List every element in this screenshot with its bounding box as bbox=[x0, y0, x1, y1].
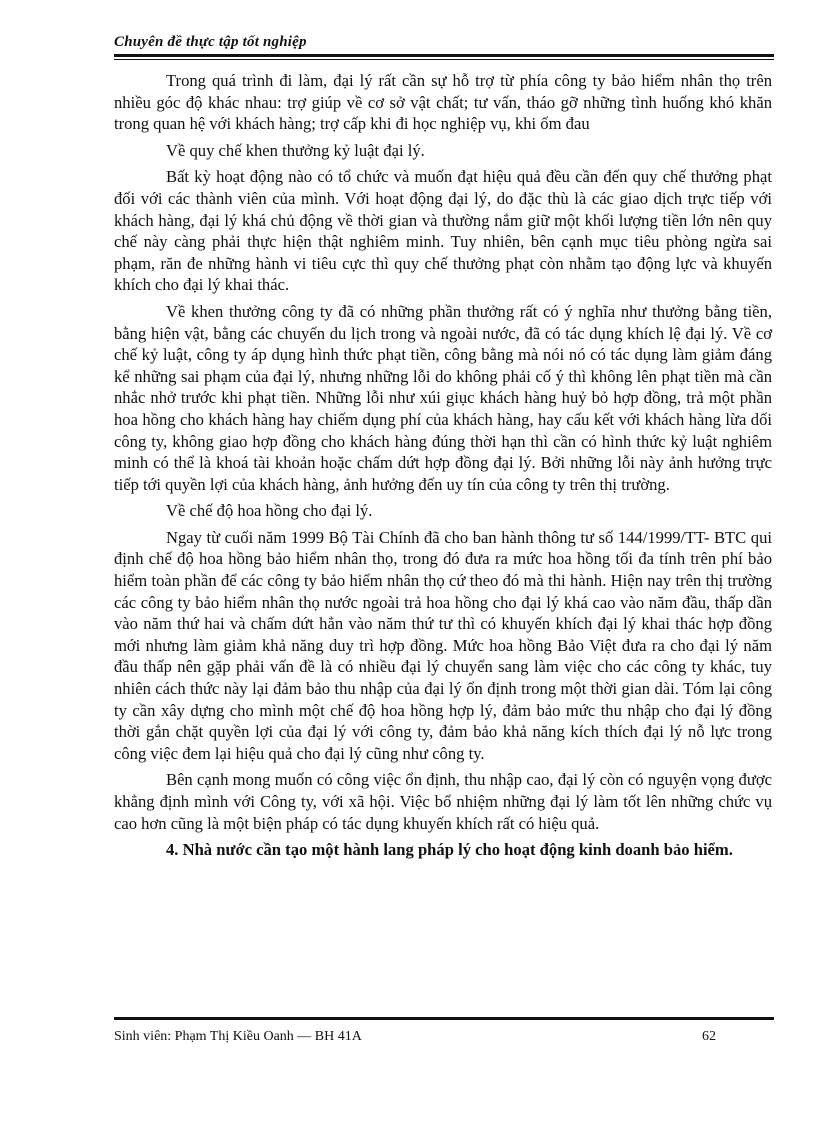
paragraph-reward-details: Về khen thưởng công ty đã có những phần thưởng rất có ý nghĩa như thưởng bằng tiền, bằng hiện vật, bằng các chuyến du lịch trong và ngoài nước, đã có tác dụng khích lệ đại lý. Về cơ chế kỷ luật, công ty áp dụng hình thức phạt tiền, công bằng mà nói nó có tác dụng làm giảm đáng kể những sai phạm của đại lý, nhưng những lỗi do không phải cố ý thì không lên phạt tiền mà cần nhắc nhở trước khi phạt tiền. Những lỗi như xúi giục khách hàng huỷ bỏ hợp đồng, trả một phần hoa hồng cho khách hàng hay chiếm dụng phí của khách hàng, hay cấu kết với khách hàng lừa dối công ty, không giao hợp đồng cho khách hàng đúng thời hạn thì cần có hình thức kỷ luật nghiêm minh có thể là khoá tài khoản hoặc chấm dứt hợp đồng đại lý. Bởi những lỗi này ảnh hưởng trực tiếp tới quyền lợi của khách hàng, ảnh hưởng đến uy tín của công ty trên thị trường. bbox=[114, 301, 772, 494]
paragraph-reward-discipline-title: Về quy chế khen thưởng kỷ luật đại lý. bbox=[166, 140, 425, 160]
page-number: 62 bbox=[702, 1029, 716, 1044]
header-rule-thick bbox=[114, 54, 774, 57]
footer-rule bbox=[114, 1017, 774, 1020]
page-body bbox=[114, 70, 772, 866]
header-title: Chuyên đề thực tập tốt nghiệp bbox=[114, 34, 307, 50]
paragraph-reward-discipline: Bất kỳ hoạt động nào có tổ chức và muốn đạt hiệu quả đều cần đến quy chế thưởng phạt đối với các thành viên của mình. Với hoạt động đại lý, do đặc thù là các giao dịch trực tiếp với khách hàng, đại lý khá chủ động về thời gian và thường nắm giữ một khối lượng tiền lớn nên quy chế này càng phải thực hiện thật nghiêm minh. Tuy nhiên, bên cạnh mục tiêu phòng ngừa sai phạm, răn đe những hành vi tiêu cực thì quy chế thưởng phạt còn nhằm tạo động lực và khuyến khích cho đại lý khai thác. bbox=[114, 167, 772, 295]
paragraph-commission: Ngay từ cuối năm 1999 Bộ Tài Chính đã cho ban hành thông tư số 144/1999/TT- BTC qui định chế độ hoa hồng bảo hiểm nhân thọ, trong đó đưa ra mức hoa hồng tối đa tính trên phí bảo hiểm toàn phần để các công ty bảo hiểm nhân thọ cứ theo đó mà thi hành. Hiện nay trên thị trường các công ty bảo hiểm nhân thọ nước ngoài trả hoa hồng cho đại lý khá cao vào năm đầu, thấp dần vào năm thứ hai và chấm dứt hẳn vào năm thứ tư thì có khuyến khích đại lý khai thác hợp đồng mới nhưng làm giảm khả năng duy trì hợp đồng. Mức hoa hồng Bảo Việt đưa ra cho đại lý năm đầu thấp nên gặp phải vấn đề là có nhiều đại lý chuyển sang làm việc cho các công ty khác, tuy nhiên cách thức này lại đảm bảo thu nhập của đại lý ổn định trong một thời gian dài. Tóm lại công ty cần xây dựng cho mình một chế độ hoa hồng hợp lý, đảm bảo mức thu nhập cho đại lý đồng thời gắn chặt quyền lợi của đại lý với công ty, đảm bảo khả năng kích thích đại lý nỗ lực trong công việc đem lại hiệu quả cho đại lý cũng như công ty. bbox=[114, 527, 772, 763]
header-rule-thin bbox=[114, 59, 774, 60]
paragraph-support: Trong quá trình đi làm, đại lý rất cần sự hỗ trợ từ phía công ty bảo hiểm nhân thọ trên nhiều góc độ khác nhau: trợ giúp về cơ sở vật chất; tư vấn, tháo gỡ những tình huống khó khăn trong quan hệ với khách hàng; trợ cấp khi đi học nghiệp vụ, khi ốm đau bbox=[114, 71, 772, 134]
paragraph-promotion: Bên cạnh mong muốn có công việc ổn định, thu nhập cao, đại lý còn có nguyện vọng được khẳng định mình với Công ty, với xã hội. Việc bổ nhiệm những đại lý làm tốt lên những chức vụ cao hơn cũng là một biện pháp có tác dụng khuyến khích rất có hiệu quả. bbox=[114, 770, 772, 833]
paragraph-commission-title: Về chế độ hoa hồng cho đại lý. bbox=[166, 501, 373, 521]
section-heading: 4. Nhà nước cần tạo một hành lang pháp lý cho hoạt động kinh doanh bảo hiểm. bbox=[166, 840, 733, 860]
page-header bbox=[114, 34, 774, 60]
page-footer bbox=[114, 1017, 774, 1045]
footer-author: Sinh viên: Phạm Thị Kiều Oanh — BH 41A bbox=[114, 1029, 362, 1044]
